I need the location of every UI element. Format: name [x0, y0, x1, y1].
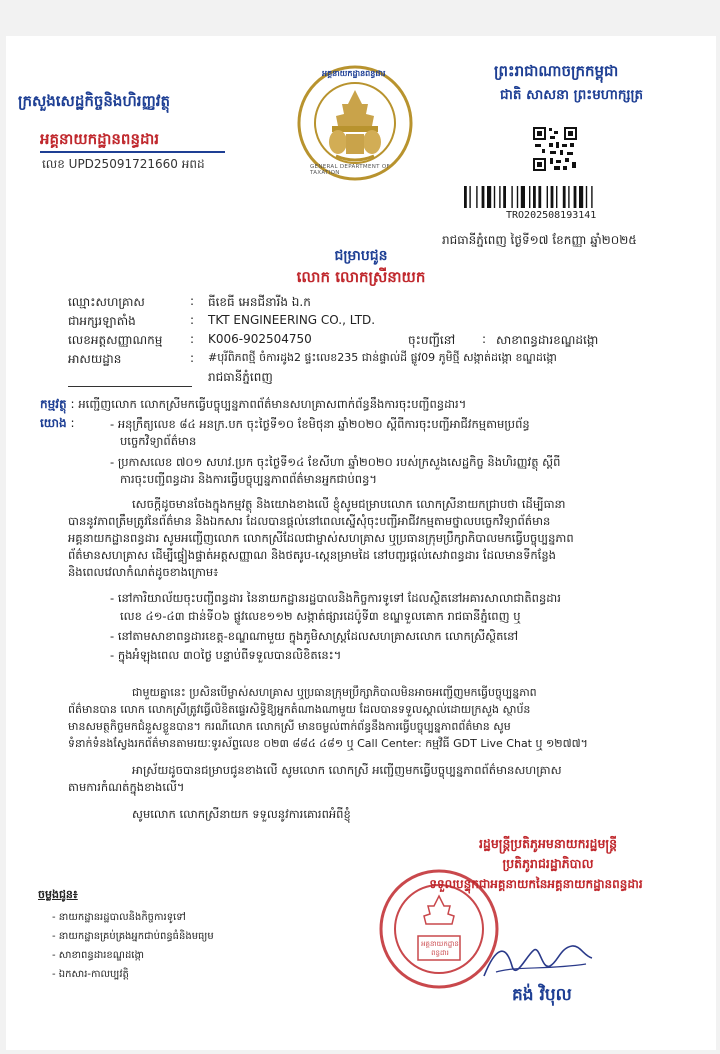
seal-text: អគ្គនាយកដ្ឋានពន្ធដារ: [421, 940, 459, 957]
info-value: #បុរីពិភពថ្មី ចំការដូង2 ផ្ទះលេខ235 ជាន់ផ្ទាល់ដី ផ្លូវ09 ភូមិថ្មី សង្កាត់ដង្កោ ខណ្ឌដង្កោ: [208, 351, 557, 364]
paragraph-1: [68, 496, 708, 581]
paragraph-2: [68, 684, 708, 752]
paragraph-3-line: អាស្រ័យដូចបានជម្រាបជូនខាងលើ សូមលោក លោកស្រី អញ្ជើញមកធ្វើបច្ចុប្បន្នភាពព័ត៌មានសហគ្រាស: [132, 763, 562, 777]
cc-item: - នាយកដ្ឋានគ្រប់គ្រងអ្នកជាប់ពន្ធធំនិងមធ្យម: [52, 931, 214, 942]
kingdom-title: ព្រះរាជាណាចក្រកម្ពុជា: [494, 62, 619, 80]
subject-text: អញ្ជើញលោក លោកស្រីមកធ្វើបច្ចុប្បន្នភាពព័ត៌មានសហគ្រាសពាក់ព័ន្ធនឹងការចុះបញ្ជីពន្ធដារ។: [78, 397, 467, 411]
cc-item-text: សាខាពន្ធដារខណ្ឌដង្កោ: [58, 950, 145, 961]
cc-item: - សាខាពន្ធដារខណ្ឌដង្កោ: [52, 950, 145, 961]
cc-item-text: ឯកសារ-កាលប្បវត្តិ: [58, 969, 129, 980]
paragraph-1-line: ព័ត៌មានសហគ្រាស ដើម្បីផ្ទៀងផ្ទាត់អត្តសញ្ញាណ និងថតរូប-ស្កេនម្រាមដៃ នៅបញ្ជរផ្ដល់សេវាពន្ធដារ ដែលមានទីកន្លែង: [68, 548, 556, 562]
paragraph-3: [68, 762, 708, 796]
paragraph-1-line: និងពេលវេលាកំណត់ដូចខាងក្រោម៖: [68, 565, 219, 579]
location-bullet-2-text: នៅតាមសាខាពន្ធដារខេត្ត-ខណ្ឌណាមួយ ក្នុងភូមិសាស្ត្រដែលសហគ្រាសលោក លោកស្រីស្ថិតនៅ: [117, 629, 519, 643]
subject-colon: :: [70, 397, 75, 411]
location-bullet-1-b: លេខ ៤១-៤៣ ជាន់ទី០៦ ផ្លូវលេខ១១២ សង្កាត់ផ្សារដេប៉ូទី៣ ខណ្ឌទួលគោក រាជធានីភ្នំពេញ ឬ: [120, 609, 521, 623]
kingdom-motto: ជាតិ សាសនា ព្រះមហាក្សត្រ: [500, 87, 644, 103]
info-colon: :: [190, 332, 195, 346]
info-colon: :: [190, 351, 195, 365]
paragraph-2-line: ទំនាក់ទំនងស្វែងរកព័ត៌មានតាមរយៈទូរស័ព្ទលេខ ០២៣ ៨៨៤ ៤៨១ ឬ Call Center: កម្មវិធី GDT Live Chat ឬ ១២៧៧។: [68, 737, 588, 750]
info-value: K006-902504750: [208, 332, 312, 346]
location-bullet-3: - ក្នុងអំឡុងពេល ៣០ថ្ងៃ បន្ទាប់ពីទទួលបានលិខិតនេះ។: [110, 648, 342, 662]
info-colon: :: [482, 332, 487, 346]
reference-number: លេខ UPD25091721660 អពដ: [42, 157, 205, 171]
title-line1: ជម្រាបជូន: [334, 248, 388, 264]
info-extra-key: ចុះបញ្ជីនៅ: [408, 333, 456, 347]
reference-item-1-a: អនុក្រឹត្យលេខ ៨៤ អនក្រ.បក ចុះថ្ងៃទី១០ ខែមិថុនា ឆ្នាំ២០២០ ស្ដីពីការចុះបញ្ជីអាជីវកម្មតាមប្រព័ន្ធ: [117, 417, 530, 431]
department-name: អគ្គនាយកដ្ឋានពន្ធដារ: [40, 130, 160, 148]
signature-title-1: រដ្ឋមន្ត្រីប្រតិភូអមនាយករដ្ឋមន្ត្រី: [478, 836, 618, 851]
cc-item: - ឯកសារ-កាលប្បវត្តិ: [52, 969, 129, 980]
reference-item-2-b: ការចុះបញ្ជីពន្ធដារ និងការធ្វើបច្ចុប្បន្នភាពព័ត៌មានអ្នកជាប់ពន្ធ។: [120, 472, 377, 486]
reference-colon: :: [70, 416, 75, 430]
signer-name: គង់ វិបុល: [512, 985, 572, 1005]
info-colon: :: [190, 294, 195, 308]
info-value-line2: រាជធានីភ្នំពេញ: [208, 370, 273, 384]
cc-item-text: នាយកដ្ឋានរដ្ឋបាលនិងកិច្ចការទូទៅ: [58, 912, 186, 923]
paragraph-2-line: ជាមួយគ្នានេះ ប្រសិនបើម្ចាស់សហគ្រាស ឬប្រធានក្រុមប្រឹក្សាភិបាលមិនអាចអញ្ជើញមកធ្វើបច្ចុប្បន្នភាព: [132, 686, 537, 699]
qr-code: [532, 126, 578, 172]
cc-label: ចម្លងជូន៖: [38, 888, 78, 901]
reference-label: យោង: [40, 416, 67, 430]
info-value: TKT ENGINEERING CO., LTD.: [208, 313, 376, 327]
info-extra-value: សាខាពន្ធដារខណ្ឌដង្កោ: [496, 333, 599, 347]
handwritten-signature: [476, 936, 596, 986]
info-colon: :: [190, 313, 195, 327]
paragraph-1-line: អគ្គនាយកដ្ឋានពន្ធដារ សូមអញ្ជើញលោក លោកស្រីដែលជាម្ចាស់សហគ្រាស ឬប្រធានក្រុមប្រឹក្សាភិបាលមកធ្វើបច្ចុប្បន្នភាព: [68, 531, 574, 545]
info-key: លេខអត្តសញ្ញាណកម្ម: [68, 333, 163, 347]
info-value: ធីខេធី អេនជីនារីង ឯ.ក: [208, 295, 311, 309]
location-bullet-3-text: ក្នុងអំឡុងពេល ៣០ថ្ងៃ បន្ទាប់ពីទទួលបានលិខិតនេះ។: [117, 648, 342, 662]
paragraph-3-line: តាមការកំណត់ក្នុងខាងលើ។: [68, 780, 185, 794]
location-bullet-1-a: នៅការិយាល័យចុះបញ្ជីពន្ធដារ នៃនាយកដ្ឋានរដ្ឋបាលនិងកិច្ចការទូទៅ ដែលស្ថិតនៅអគារសាលាជាតិពន្ធដារ: [117, 591, 561, 605]
cc-item-text: នាយកដ្ឋានគ្រប់គ្រងអ្នកជាប់ពន្ធធំនិងមធ្យម: [58, 931, 214, 942]
document-page: [6, 36, 716, 1050]
signature-title-3: ទទួលបន្ទុកជាអគ្គនាយកនៃអគ្គនាយកដ្ឋានពន្ធដារ: [429, 877, 643, 891]
paragraph-4: សូមលោក លោកស្រីនាយក ទទួលនូវការគោរពអំពីខ្ញុំ: [132, 807, 351, 821]
title-line2: លោក លោកស្រីនាយក: [296, 268, 426, 286]
info-key: ជាអក្សរឡាតាំង: [68, 314, 136, 328]
reference-item-1: - អនុក្រឹត្យលេខ ៨៤ អនក្រ.បក ចុះថ្ងៃទី១០ ខែមិថុនា ឆ្នាំ២០២០ ស្ដីពីការចុះបញ្ជីអាជីវកម្មតាមប្រព័ន្ធ: [110, 417, 530, 431]
date-line: រាជធានីភ្នំពេញ ថ្ងៃទី១៧ ខែកញ្ញា ឆ្នាំ២០២៥: [442, 233, 637, 247]
paragraph-2-line: មានសមត្ថកិច្ចមកជំនួសខ្លួនបាន។ ករណីលោក លោកស្រី មានចម្ងល់ពាក់ព័ន្ធនឹងការធ្វើបច្ចុប្បន្នភាពព័ត៌មាន សូម: [68, 720, 511, 733]
gdt-logo: [296, 64, 414, 182]
signature-title-2: ប្រតិភូរាជរដ្ឋាភិបាល: [502, 856, 594, 871]
header-divider: [40, 151, 225, 153]
info-divider: [68, 386, 192, 387]
barcode-number: TRO202508193141: [506, 210, 597, 221]
cc-item: - នាយកដ្ឋានរដ្ឋបាលនិងកិច្ចការទូទៅ: [52, 912, 186, 923]
cc-list: [52, 908, 214, 984]
reference-item-2-a: ប្រកាសលេខ ៧០១ សហវ.ប្រក ចុះថ្ងៃទី១៤ ខែសីហា ឆ្នាំ២០២០ របស់ក្រសួងសេដ្ឋកិច្ច និងហិរញ្ញវត្ថុ ស្ដីពី: [117, 455, 561, 469]
subject-label: កម្មវត្ថុ: [40, 397, 67, 411]
reference-label-row: [40, 415, 75, 433]
paragraph-2-line: ព័ត៌មានបាន លោក លោកស្រីត្រូវធ្វើលិខិតផ្ទេរសិទ្ធិឱ្យអ្នកតំណាងណាមួយ ដែលបានទទួលស្គាល់ដោយក្រសួង ស្ថាប័ន: [68, 703, 531, 716]
location-bullet-1: - នៅការិយាល័យចុះបញ្ជីពន្ធដារ នៃនាយកដ្ឋានរដ្ឋបាលនិងកិច្ចការទូទៅ ដែលស្ថិតនៅអគារសាលាជាតិពន្ធដារ: [110, 591, 561, 605]
reference-item-2: - ប្រកាសលេខ ៧០១ សហវ.ប្រក ចុះថ្ងៃទី១៤ ខែសីហា ឆ្នាំ២០២០ របស់ក្រសួងសេដ្ឋកិច្ច និងហិរញ្ញវត្ថុ ស្ដីពី: [110, 455, 561, 469]
reference-item-1-b: បច្ចេកវិទ្យាព័ត៌មាន: [120, 434, 197, 448]
info-key: ឈ្មោះសហគ្រាស: [68, 295, 145, 309]
paragraph-1-line: សេចក្តីដូចមានចែងក្នុងកម្មវត្ថុ និងយោងខាងលើ ខ្ញុំសូមជម្រាបលោក លោកស្រីនាយកជ្រាបថា ដើម្បីធានា: [132, 497, 566, 511]
subject-row: [40, 396, 466, 414]
ministry-name: ក្រសួងសេដ្ឋកិច្ចនិងហិរញ្ញវត្ថុ: [18, 92, 171, 110]
info-key: អាសយដ្ឋាន: [68, 352, 122, 366]
location-bullet-2: - នៅតាមសាខាពន្ធដារខេត្ត-ខណ្ឌណាមួយ ក្នុងភូមិសាស្ត្រដែលសហគ្រាសលោក លោកស្រីស្ថិតនៅ: [110, 629, 519, 643]
logo-english-text: GENERAL DEPARTMENT OF TAXATION: [310, 164, 390, 176]
paragraph-1-line: បាននូវភាពត្រឹមត្រូវនៃព័ត៌មាន និងឯកសារ ដែលបានផ្ដល់នៅពេលស្នើសុំចុះបញ្ជីអាជីវកម្មតាមថ្នាលបច្ចេកវិទ្យាព័ត៌មាន: [68, 514, 551, 528]
barcode: [464, 186, 632, 208]
logo-khmer-text: អគ្គនាយកដ្ឋានពន្ធដារ: [322, 69, 386, 78]
